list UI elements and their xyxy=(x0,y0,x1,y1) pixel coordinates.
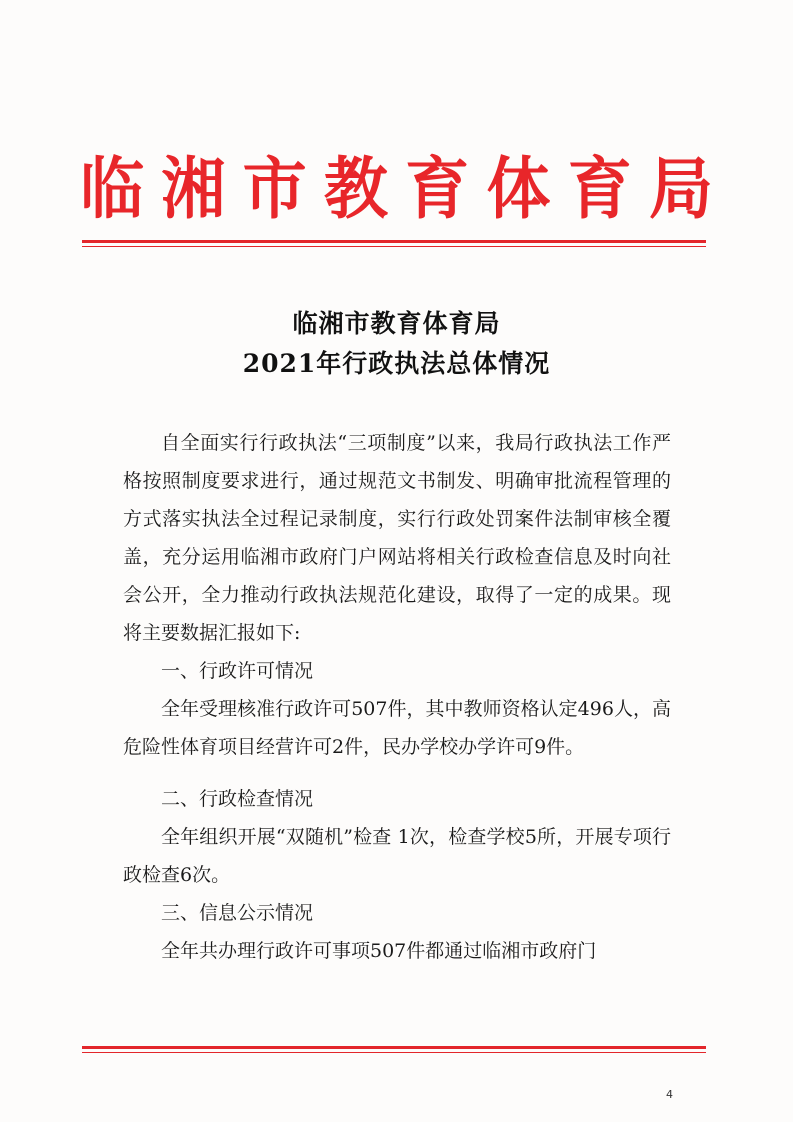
section-heading-publicity: 三、信息公示情况 xyxy=(161,902,314,924)
masthead-char: 教 xyxy=(323,150,388,229)
section-heading-license: 一、行政许可情况 xyxy=(161,660,314,682)
masthead-char: 育 xyxy=(567,150,632,229)
masthead-char: 临 xyxy=(80,150,144,229)
document-title-line1: 临湘市教育体育局 xyxy=(292,309,501,338)
masthead-char: 湘 xyxy=(161,150,226,229)
section-heading-inspection: 二、行政检查情况 xyxy=(161,788,314,810)
section-text-publicity: 全年共办理行政许可事项507件都通过临湘市政府门 xyxy=(161,940,597,962)
section-text-inspection: 全年组织开展“双随机”检查 1次，检查学校5所，开展专项行政检查6次。 xyxy=(123,826,671,886)
footer-red-rule xyxy=(82,1046,706,1053)
page-number: 4 xyxy=(666,1088,673,1101)
document-body xyxy=(123,424,671,970)
document-title-line2: 2021年行政执法总体情况 xyxy=(242,349,551,378)
intro-paragraph: 自全面实行行政执法“三项制度”以来，我局行政执法工作严格按照制度要求进行，通过规范文书制发、明确审批流程管理的方式落实执法全过程记录制度，实行行政处罚案件法制审核全覆盖，充分运用临湘市政府门户网站将相关行政检查信息及时向社会公开，全力推动行政执法规范化建设，取得了一定的成果。现将主要数据汇报如下: xyxy=(123,432,671,644)
section-text-license: 全年受理核准行政许可507件，其中教师资格认定496人，高危险性体育项目经营许可2件，民办学校办学许可9件。 xyxy=(123,698,671,758)
masthead-char: 局 xyxy=(648,150,713,229)
masthead-char: 市 xyxy=(242,150,307,229)
masthead-char: 体 xyxy=(486,150,551,229)
masthead-red-rule xyxy=(82,240,706,247)
masthead-char: 育 xyxy=(405,150,470,229)
masthead xyxy=(80,150,713,230)
